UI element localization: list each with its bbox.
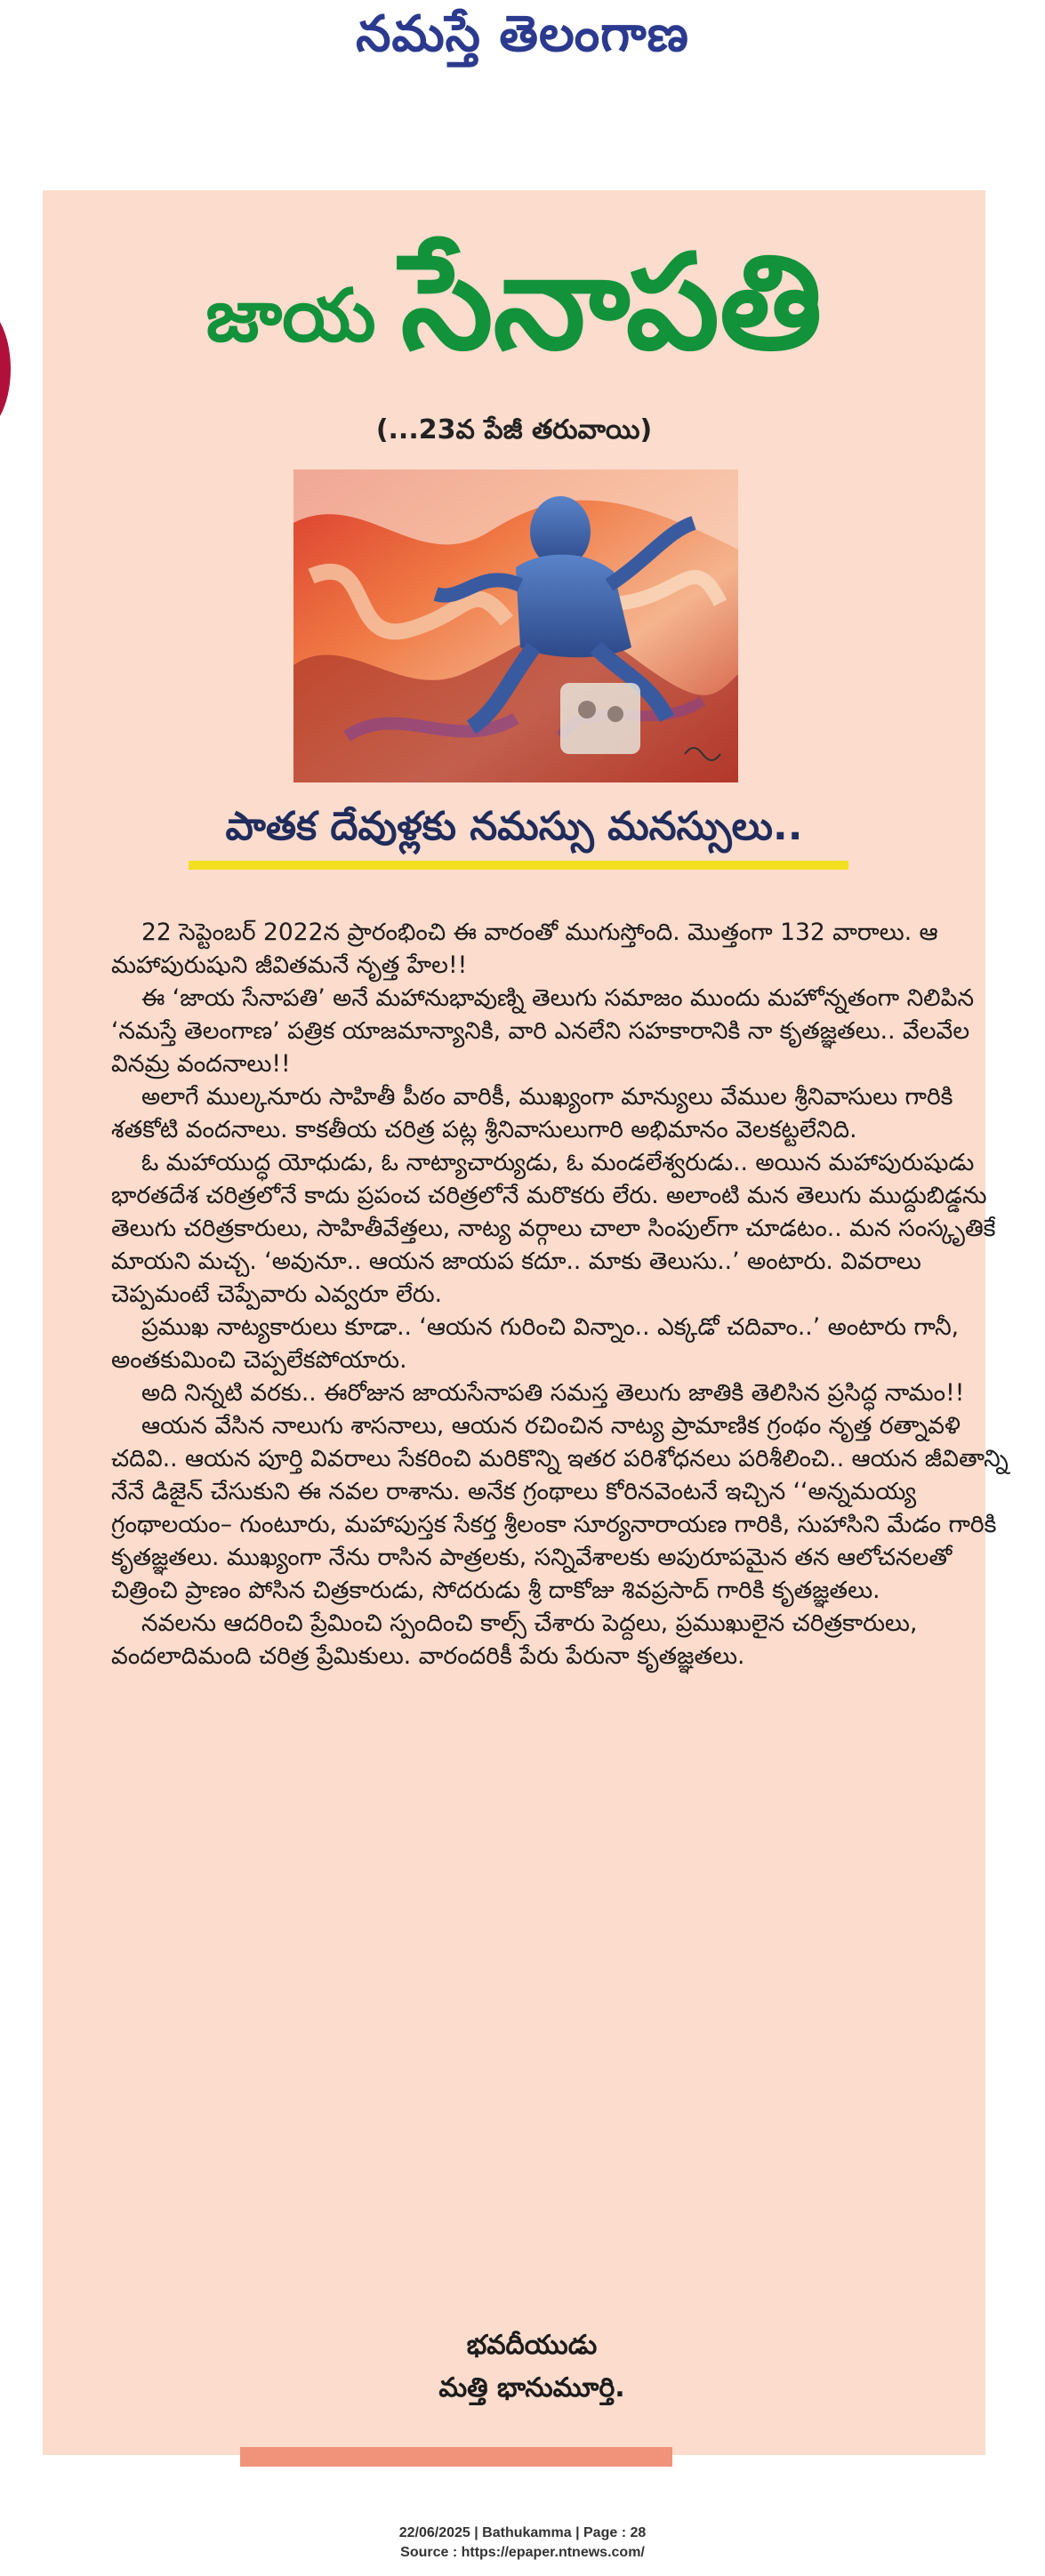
masthead-title: నమస్తే తెలంగాణ — [356, 5, 689, 63]
footer-date-line: 22/06/2025 | Bathukamma | Page : 28 — [398, 2525, 647, 2540]
article-paragraph: ఓ మహాయుద్ధ యోధుడు, ఓ నాట్యాచార్యుడు, ఓ మండలేశ్వరుడు.. అయిన మహాపురుషుడు భారతదేశ చరిత్రలోనే కాదు ప్రపంచ చరిత్రలోనే మరొకరు లేరు. అలాంటి మన తెలుగు ముద్దుబిడ్డను తెలుగు చరిత్రకారులు, సాహితీవేత్తలు, నాట్య వర్గాలు చాలా సింపుల్‌గా చూడటం.. మన సంస్కృతికే మాయని మచ్చ. ‘అవునూ.. ఆయన జాయప కదూ.. మాకు తెలుసు..’ అంటారు. వివరాలు చెప్పమంటే చెప్పేవారు ఎవ్వరూ లేరు. — [111, 1149, 996, 1308]
subheading-underline — [189, 861, 848, 870]
article-paragraph: ప్రముఖ నాట్యకారులు కూడా.. ‘ఆయన గురించి విన్నాం.. ఎక్కడో చదివాం..’ అంటారు గానీ, అంతకుమించి చెప్పలేకపోయారు. — [111, 1313, 960, 1374]
article-body — [111, 916, 1018, 1673]
article-paragraph: అలాగే ముల్కనూరు సాహితీ పీఠం వారికీ, ముఖ్యంగా మాన్యులు వేముల శ్రీనివాసులు గారికి శతకోటి వందనాలు. కాకతీయ చరిత్ర పట్ల శ్రీనివాసులుగారి అభిమానం వెలకట్టలేనిది. — [111, 1083, 953, 1144]
signature-salutation: భవదీయుడు — [466, 2330, 598, 2361]
article-paragraph: ఆయన వేసిన నాలుగు శాసనాలు, ఆయన రచించిన నాట్య ప్రామాణిక గ్రంథం నృత్త రత్నావళి చదివి.. ఆయన పూర్తి వివరాలు సేకరించి మరికొన్ని ఇతర పరిశోధనలు పరిశీలించి.. ఆయన జీవితాన్ని నేనే డిజైన్ చేసుకుని ఈ నవల రాశాను. అనేక గ్రంథాలు కోరినవెంటనే ఇచ్చిన ‘‘అన్నమయ్య గ్రంథాలయం– గుంటూరు, మహాపుస్తక సేకర్త శ్రీలంకా సూర్యనారాయణ గారికి, సుహాసిని మేడం గారికి కృతజ్ఞతలు. ముఖ్యంగా నేను రాసిన పాత్రలకు, సన్నివేశాలకు అపురూపమైన తన ఆలోచనలతో చిత్రించి ప్రాణం పోసిన చిత్రకారుడు, సోదరుడు శ్రీ దాకోజు శివప్రసాద్ గారికి కృతజ్ఞతలు. — [111, 1412, 1009, 1604]
page-footer — [0, 2524, 1045, 2563]
headline-prefix: జాయ — [205, 274, 376, 358]
article-paragraph: నవలను ఆదరించి ప్రేమించి స్పందించి కాల్స్ చేశారు పెద్దలు, ప్రముఖులైన చరిత్రకారులు, వందలాదిమంది చరిత్ర ప్రేమికులు. వారందరికీ పేరు పేరునా కృతజ్ఞతలు. — [111, 1609, 918, 1670]
headline — [43, 226, 985, 412]
illustration-painting — [293, 469, 738, 782]
footer-source-line: Source : https://epaper.ntnews.com/ — [400, 2545, 645, 2560]
article-paragraph: 22 సెప్టెంబర్ 2022న ప్రారంభించి ఈ వారంతో ముగుస్తోంది. మొత్తంగా 132 వారాలు. ఆ మహాపురుషుని జీవితమనే నృత్త హేల!! — [111, 919, 938, 979]
signature-author: మత్తి భానుమూర్తి. — [438, 2372, 625, 2403]
headline-main: సేనాపతి — [400, 226, 823, 379]
article-paragraph: అది నిన్నటి వరకు.. ఈరోజున జాయసేనాపతి సమస్త తెలుగు జాతికి తెలిసిన ప్రసిద్ధ నామం!! — [141, 1379, 965, 1407]
subheading: పాతక దేవుళ్లకు నమస్సు మనస్సులు.. — [225, 804, 803, 849]
article-paragraph: ఈ ‘జాయ సేనాపతి’ అనే మహానుభావుణ్ని తెలుగు సమాజం ముందు మహోన్నతంగా నిలిపిన ‘నమస్తే తెలంగాణ’ పత్రిక యాజమాన్యానికి, వారి ఎనలేని సహకారానికి నా కృతజ్ఞతలు.. వేలవేల వినమ్ర వందనాలు!! — [111, 984, 975, 1078]
signature-block — [43, 2324, 985, 2410]
continued-note: (...23వ పేజీ తరువాయి) — [375, 414, 653, 445]
accent-bar — [240, 2447, 672, 2467]
article-panel — [43, 190, 1009, 2455]
page-edge-decoration — [0, 302, 11, 436]
